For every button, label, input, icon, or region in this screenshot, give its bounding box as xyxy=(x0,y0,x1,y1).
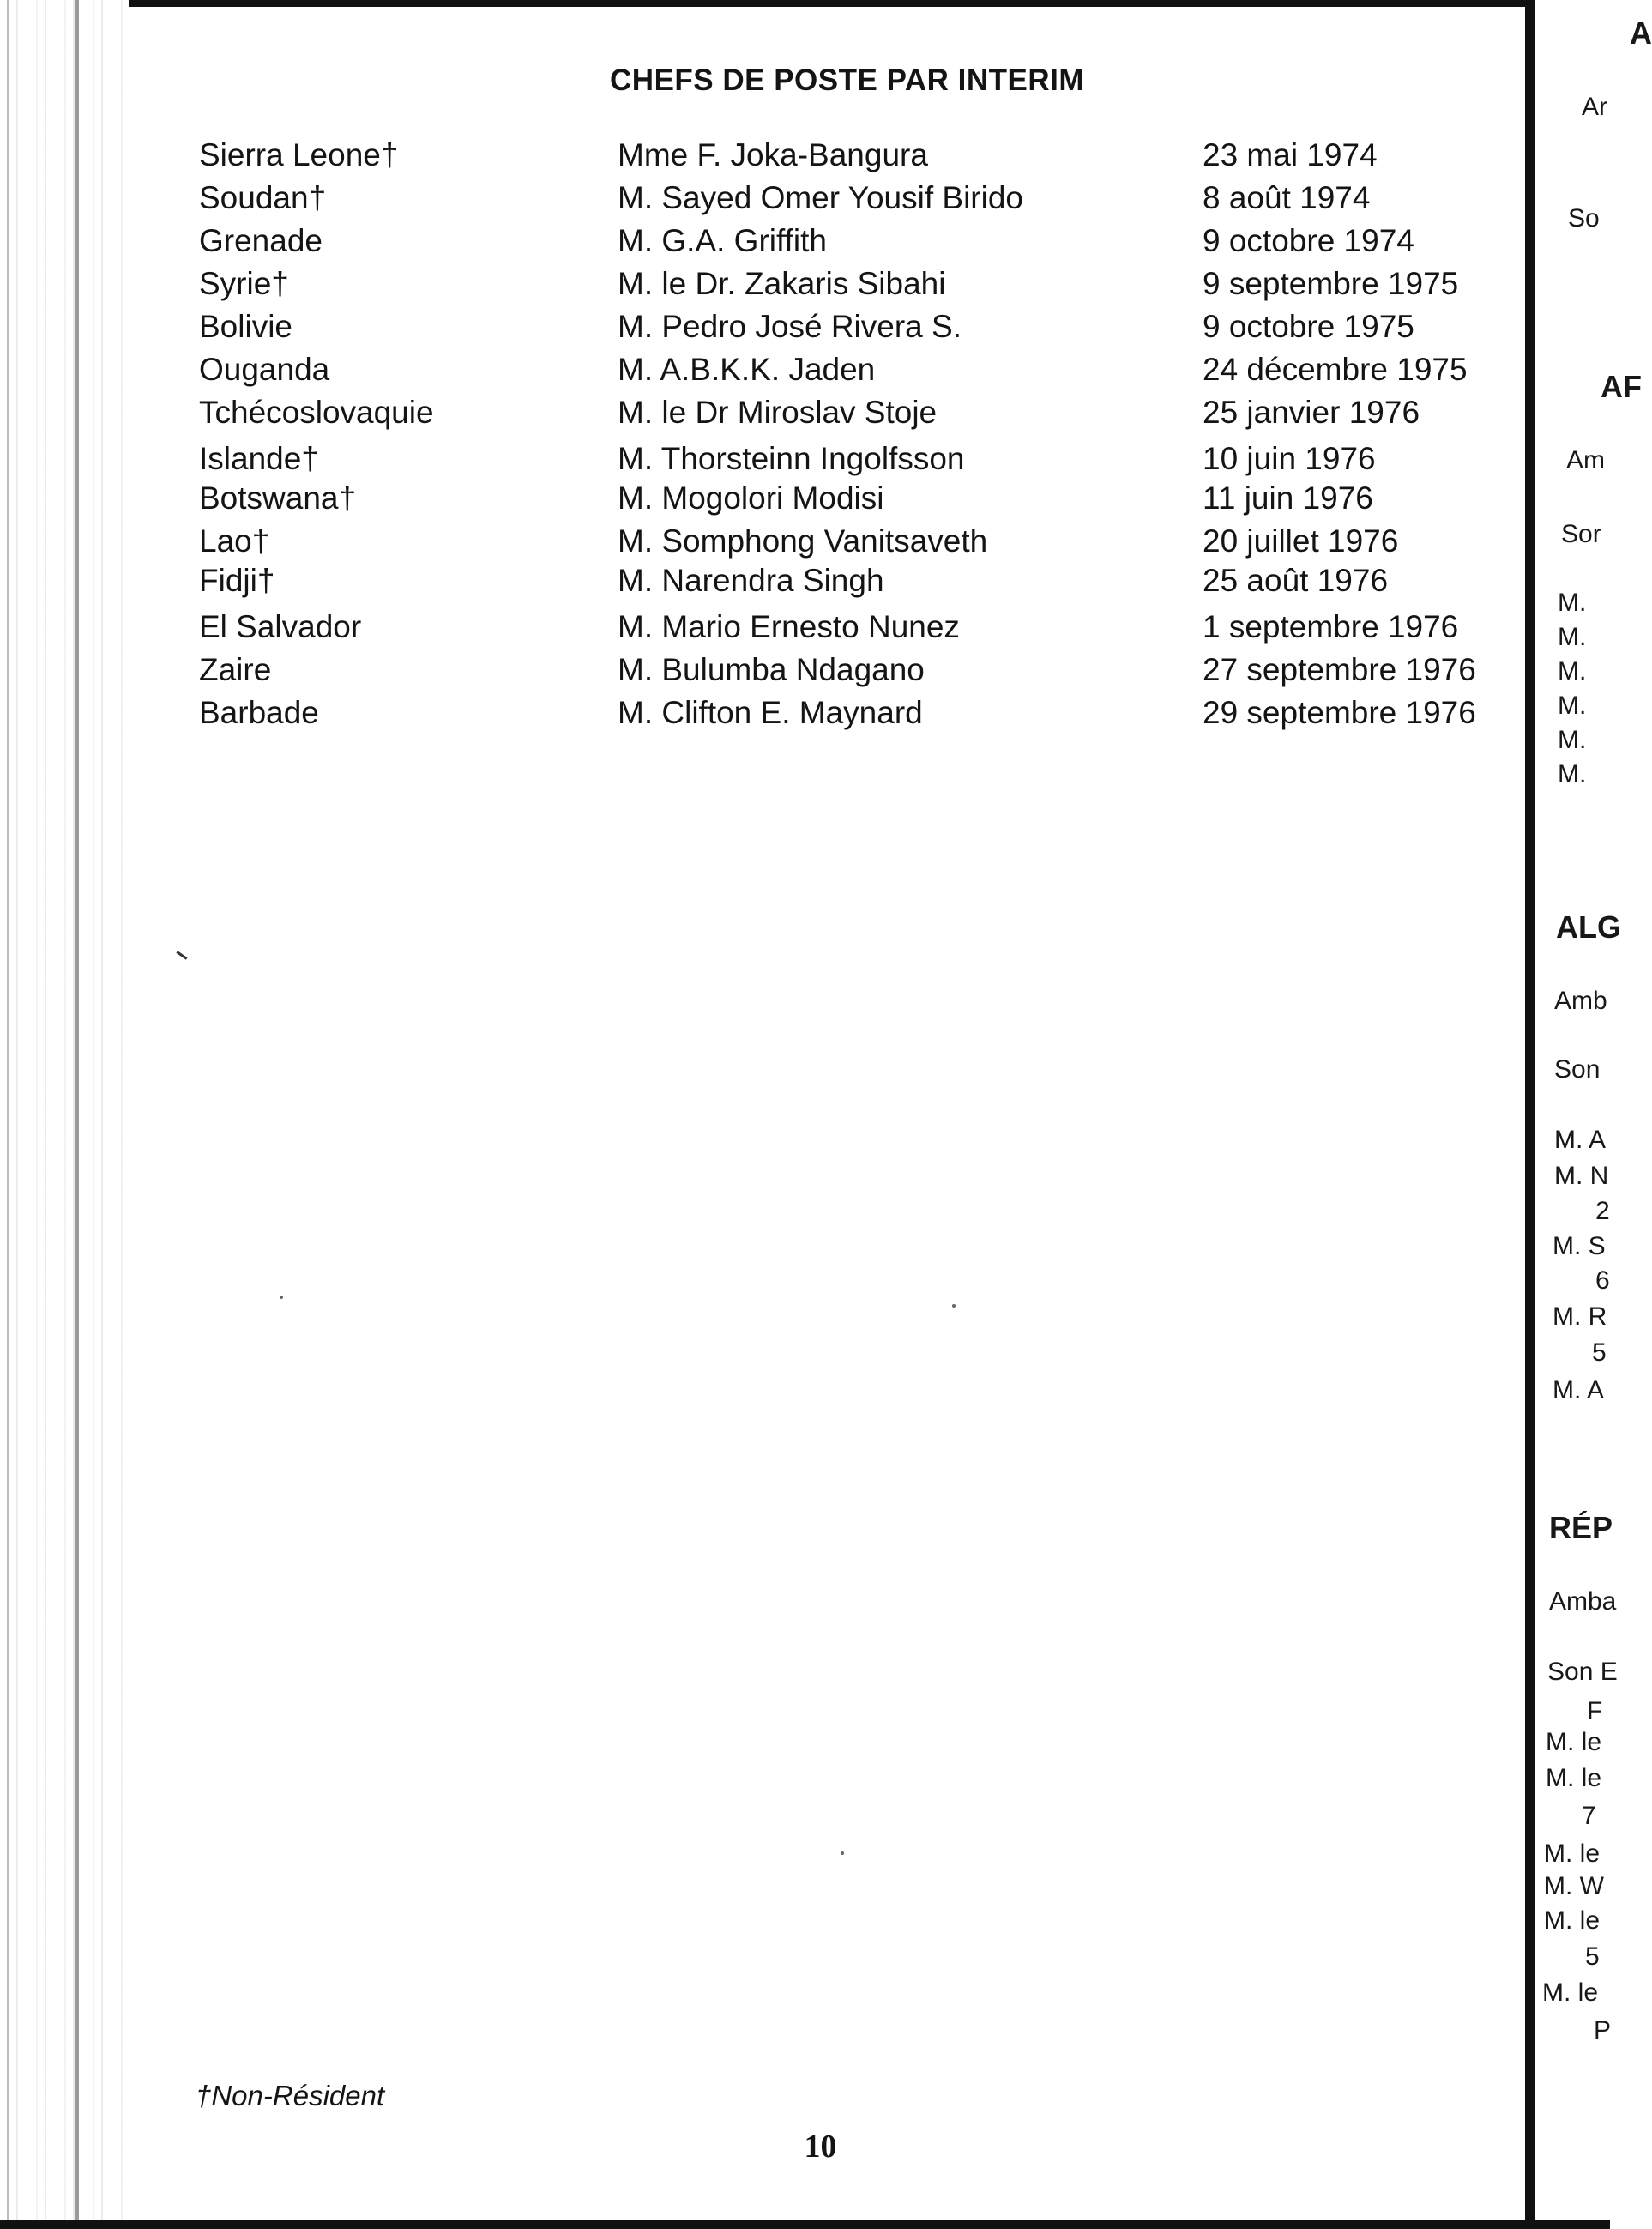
adjacent-page-fragment: Sor xyxy=(1561,520,1601,548)
table-row xyxy=(0,441,1527,482)
adjacent-page-strip xyxy=(1525,0,1652,2229)
footnote: †Non-Résident xyxy=(196,2080,385,2111)
speck xyxy=(841,1851,844,1855)
stray-mark xyxy=(176,951,187,959)
adjacent-page-fragment: AF xyxy=(1601,369,1642,404)
adjacent-page-fragment: 2 xyxy=(1595,1197,1610,1225)
adjacent-page-fragment: M. xyxy=(1558,623,1587,651)
table-row xyxy=(0,652,1527,693)
adjacent-page-fragment: M. xyxy=(1558,760,1587,788)
adjacent-page-fragment: M. A xyxy=(1553,1376,1605,1404)
adjacent-page-fragment: RÉP xyxy=(1549,1510,1613,1545)
table-row xyxy=(0,609,1527,650)
date-cell: 20 juillet 1976 xyxy=(1203,523,1399,559)
adjacent-page-fragment: M. N xyxy=(1554,1162,1609,1190)
name-cell: M. Somphong Vanitsaveth xyxy=(618,523,988,559)
speck xyxy=(952,1304,956,1308)
table-row xyxy=(0,309,1527,350)
adjacent-page-fragment: M. le xyxy=(1546,1728,1602,1756)
date-cell: 25 août 1976 xyxy=(1203,563,1389,598)
adjacent-page-fragment: M. xyxy=(1558,657,1587,686)
country-cell: Lao† xyxy=(199,523,270,559)
country-cell: Syrie† xyxy=(199,266,289,301)
bottom-border xyxy=(0,2220,1610,2229)
top-border xyxy=(129,0,1527,7)
table-row xyxy=(0,523,1527,565)
name-cell: M. Pedro José Rivera S. xyxy=(618,309,962,344)
table-row xyxy=(0,180,1527,221)
name-cell: M. le Dr. Zakaris Sibahi xyxy=(618,266,946,301)
adjacent-page-fragment: M. xyxy=(1558,692,1587,720)
table-row xyxy=(0,223,1527,264)
name-cell: M. le Dr Miroslav Stoje xyxy=(618,395,938,430)
adjacent-page-fragment: 5 xyxy=(1592,1338,1607,1367)
country-cell: Islande† xyxy=(199,441,319,476)
adjacent-page-fragment: M. le xyxy=(1542,1978,1599,2007)
adjacent-page-fragment: M. xyxy=(1558,726,1587,754)
country-cell: Soudan† xyxy=(199,180,327,215)
adjacent-page-fragment: 6 xyxy=(1595,1266,1610,1295)
adjacent-page-fragment: Ar xyxy=(1582,93,1607,121)
country-cell: Tchécoslovaquie xyxy=(199,395,434,430)
adjacent-page-fragment: M. S xyxy=(1553,1232,1606,1260)
date-cell: 25 janvier 1976 xyxy=(1203,395,1420,430)
date-cell: 10 juin 1976 xyxy=(1203,441,1376,476)
country-cell: Fidji† xyxy=(199,563,275,598)
country-cell: Grenade xyxy=(199,223,323,258)
adjacent-page-fragment: 7 xyxy=(1582,1802,1596,1830)
date-cell: 9 octobre 1974 xyxy=(1203,223,1414,258)
country-cell: Zaire xyxy=(199,652,272,687)
name-cell: M. Narendra Singh xyxy=(618,563,884,598)
adjacent-page-fragment: F xyxy=(1587,1697,1603,1725)
adjacent-page-fragment: ALG xyxy=(1556,909,1621,945)
name-cell: M. Mario Ernesto Nunez xyxy=(618,609,960,644)
name-cell: M. Sayed Omer Yousif Birido xyxy=(618,180,1023,215)
name-cell: M. Bulumba Ndagano xyxy=(618,652,925,687)
date-cell: 9 septembre 1975 xyxy=(1203,266,1459,301)
adjacent-page-fragment: M. le xyxy=(1546,1764,1602,1792)
date-cell: 8 août 1974 xyxy=(1203,180,1371,215)
date-cell: 11 juin 1976 xyxy=(1203,480,1373,516)
adjacent-page-fragment: Son E xyxy=(1547,1658,1618,1686)
adjacent-page-fragment: So xyxy=(1568,204,1600,233)
adjacent-page-fragment: Amb xyxy=(1554,987,1607,1015)
adjacent-page-fragment: Amba xyxy=(1549,1587,1617,1616)
date-cell: 27 septembre 1976 xyxy=(1203,652,1476,687)
adjacent-page-fragment: M. le xyxy=(1544,1839,1601,1868)
country-cell: Ouganda xyxy=(199,352,330,387)
table-row xyxy=(0,695,1527,736)
table-row xyxy=(0,137,1527,178)
adjacent-page-fragment: M. R xyxy=(1553,1302,1607,1331)
adjacent-page-fragment: A xyxy=(1630,15,1652,51)
adjacent-page-fragment: M. W xyxy=(1544,1872,1604,1900)
adjacent-page-fragment: Am xyxy=(1566,446,1605,474)
table-row xyxy=(0,352,1527,393)
adjacent-page-fragment: Son xyxy=(1554,1055,1601,1084)
table-row xyxy=(0,395,1527,436)
adjacent-page-fragment: P xyxy=(1594,2016,1612,2045)
table-row xyxy=(0,480,1527,522)
adjacent-page-fragment: M. A xyxy=(1554,1126,1607,1154)
speck xyxy=(280,1296,283,1299)
name-cell: M. G.A. Griffith xyxy=(618,223,827,258)
table-row xyxy=(0,266,1527,307)
page-title: CHEFS DE POSTE PAR INTERIM xyxy=(610,63,1084,97)
table-row xyxy=(0,563,1527,604)
country-cell: Botswana† xyxy=(199,480,357,516)
date-cell: 1 septembre 1976 xyxy=(1203,609,1459,644)
adjacent-page-fragment: M. le xyxy=(1544,1906,1601,1935)
country-cell: Bolivie xyxy=(199,309,292,344)
name-cell: Mme F. Joka-Bangura xyxy=(618,137,928,172)
adjacent-page-fragment: 5 xyxy=(1585,1942,1600,1971)
date-cell: 24 décembre 1975 xyxy=(1203,352,1468,387)
country-cell: El Salvador xyxy=(199,609,362,644)
name-cell: M. Thorsteinn Ingolfsson xyxy=(618,441,965,476)
page-number: 10 xyxy=(804,2129,837,2165)
country-cell: Barbade xyxy=(199,695,319,730)
name-cell: M. A.B.K.K. Jaden xyxy=(618,352,876,387)
name-cell: M. Clifton E. Maynard xyxy=(618,695,923,730)
date-cell: 29 septembre 1976 xyxy=(1203,695,1476,730)
name-cell: M. Mogolori Modisi xyxy=(618,480,884,516)
date-cell: 23 mai 1974 xyxy=(1203,137,1378,172)
country-cell: Sierra Leone† xyxy=(199,137,399,172)
date-cell: 9 octobre 1975 xyxy=(1203,309,1414,344)
adjacent-page-fragment: M. xyxy=(1558,589,1587,617)
